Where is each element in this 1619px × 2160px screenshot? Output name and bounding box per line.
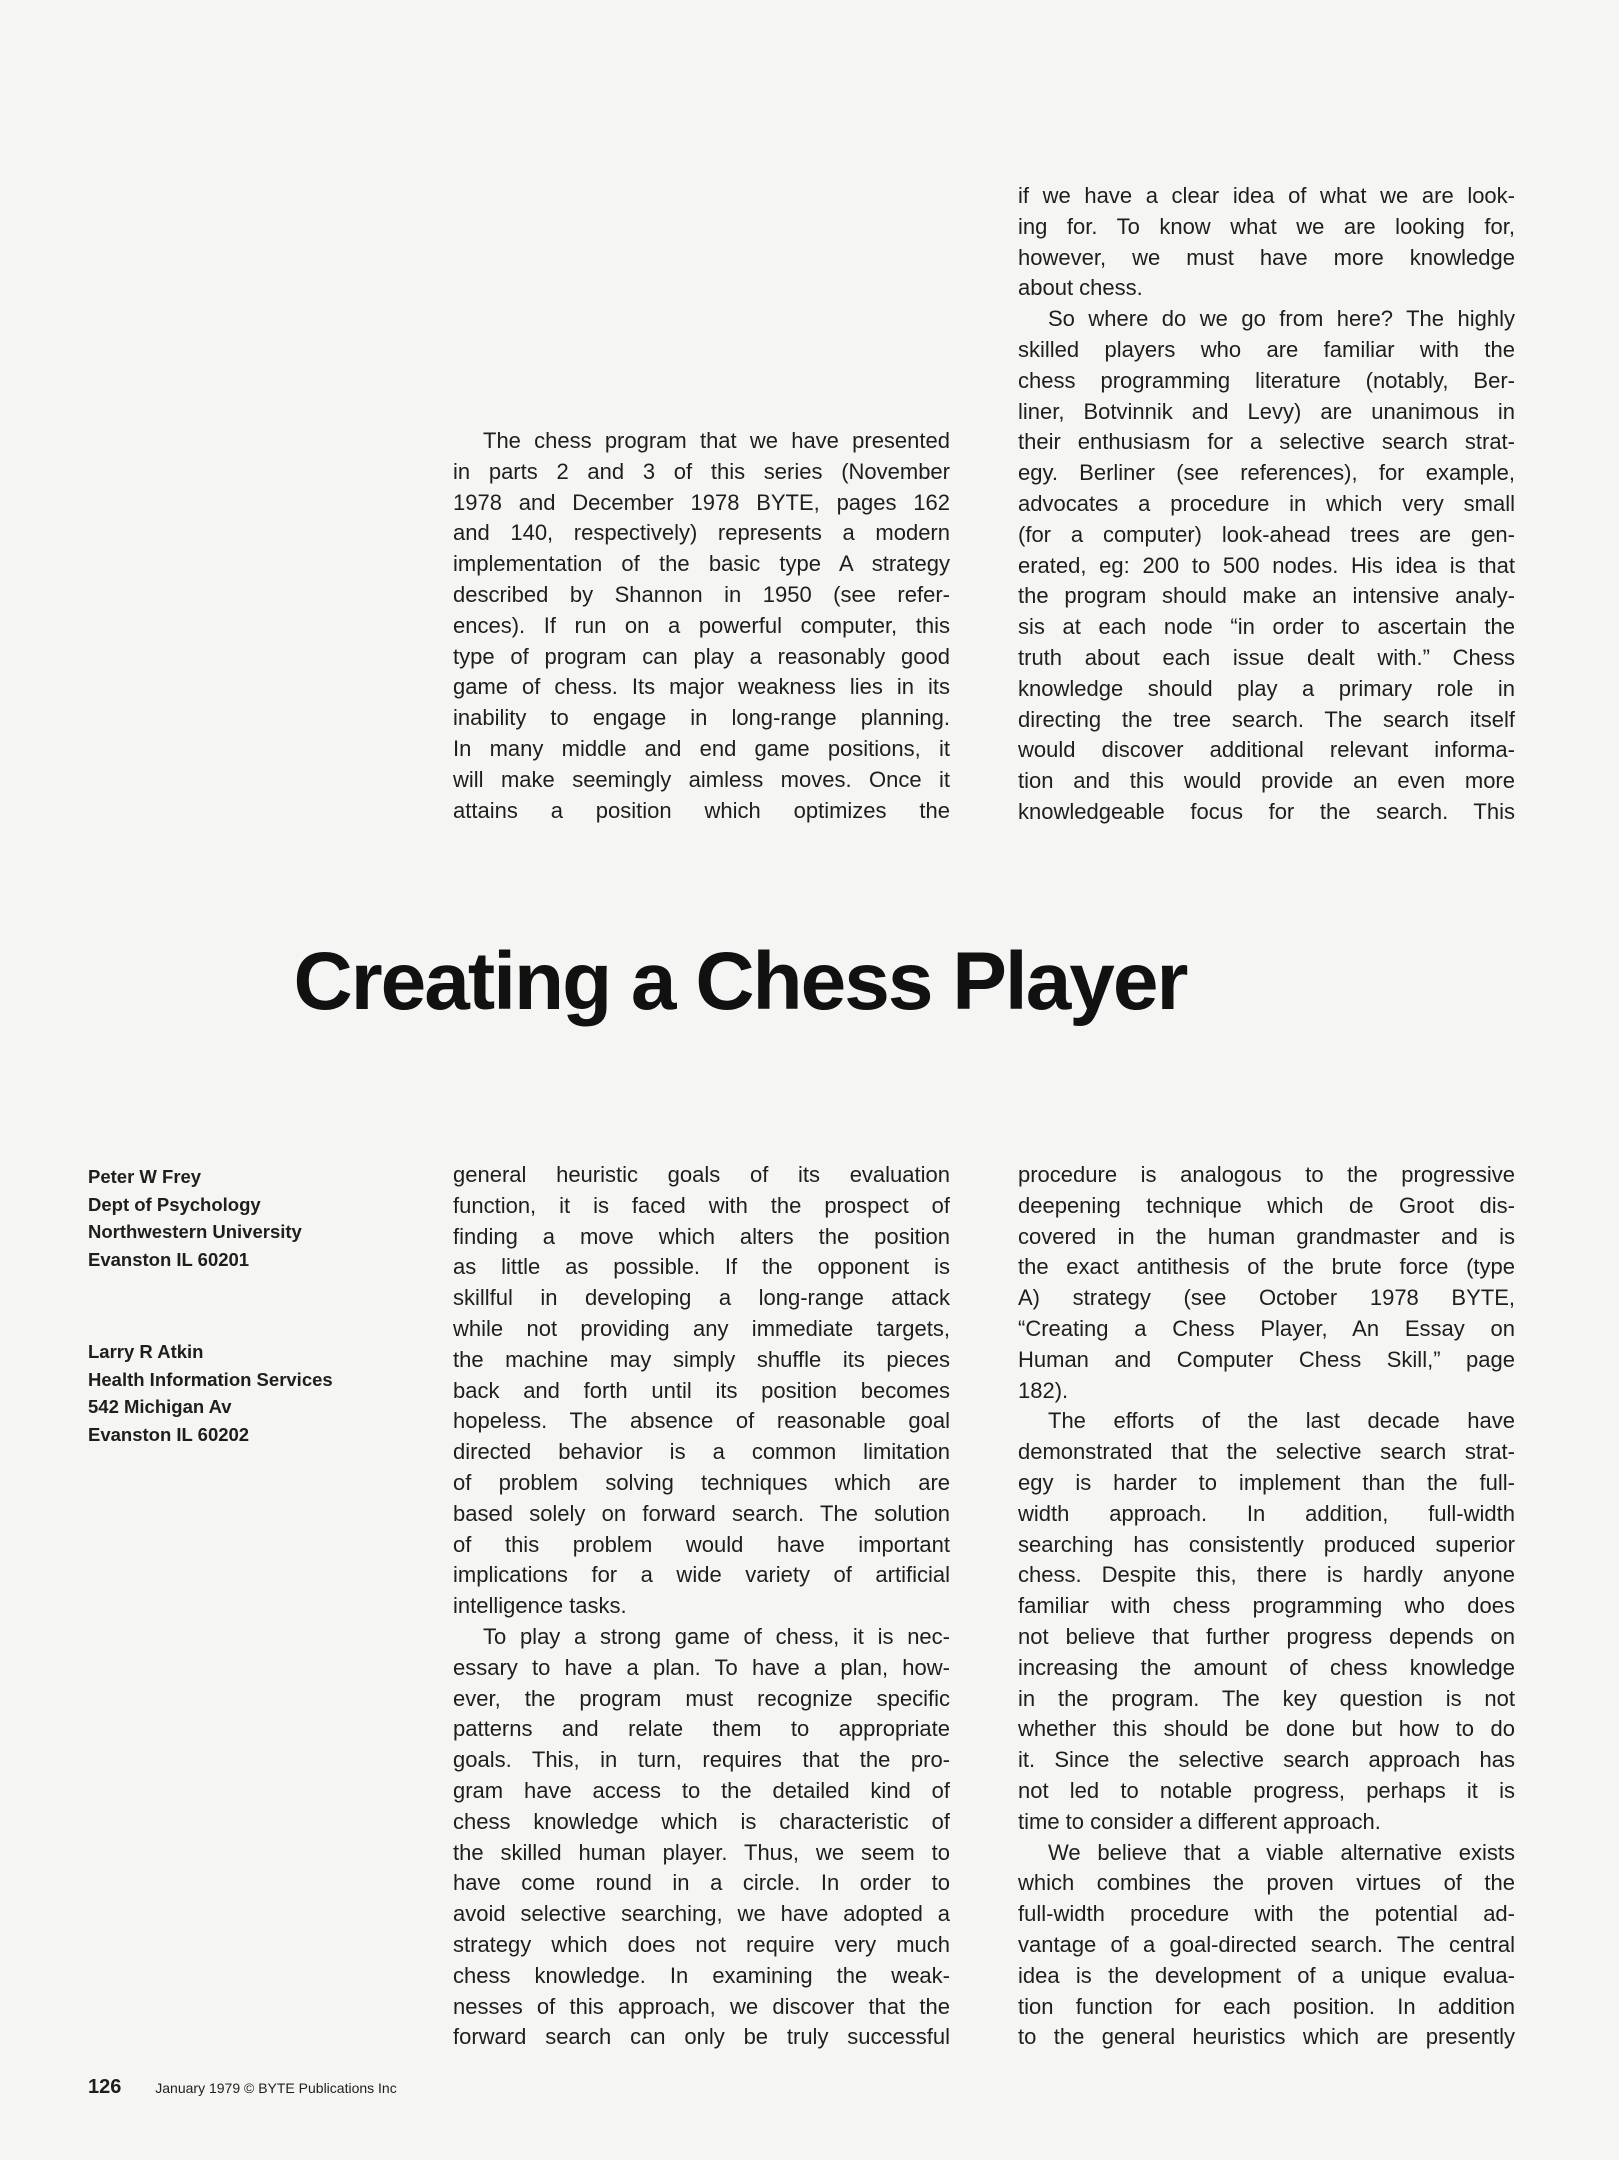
text-line: advocates a procedure in which very small	[1018, 490, 1515, 516]
page-number: 126	[88, 2076, 122, 2098]
text-line: not led to notable progress, perhaps it is	[1018, 1777, 1515, 1803]
author-block-atkin	[88, 1338, 333, 1448]
text-line: intelligence tasks.	[453, 1593, 627, 1619]
author-line: Larry R Atkin	[88, 1341, 204, 1362]
text-line: (for a computer) look-ahead trees are gen-	[1018, 521, 1515, 547]
author-line: Dept of Psychology	[88, 1193, 261, 1215]
text-line: The chess program that we have presented	[483, 428, 950, 453]
text-line: about chess.	[1018, 275, 1143, 301]
text-line: implementation of the basic type A strategy	[453, 551, 950, 577]
text-line: liner, Botvinnik and Levy) are unanimous in	[1018, 398, 1515, 424]
text-line: as little as possible. If the opponent is	[453, 1254, 950, 1280]
text-line: The efforts of the last decade have	[1048, 1408, 1515, 1434]
column-top-middle	[453, 426, 950, 826]
text-line: avoid selective searching, we have adopted a	[453, 1901, 950, 1927]
column-bottom-right	[1018, 1160, 1515, 2053]
text-line: sis at each node “in order to ascertain the	[1018, 614, 1515, 640]
text-line: chess. Despite this, there is hardly anyone	[1018, 1562, 1515, 1588]
text-line: vantage of a goal-directed search. The central	[1018, 1931, 1515, 1957]
text-line: skilled players who are familiar with the	[1018, 336, 1515, 362]
text-line: time to consider a different approach.	[1018, 1808, 1381, 1834]
text-line: strategy which does not require very much	[453, 1931, 950, 1957]
text-line: directed behavior is a common limitation	[453, 1439, 950, 1465]
author-block-frey	[88, 1163, 302, 1273]
text-line: A) strategy (see October 1978 BYTE,	[1018, 1285, 1515, 1311]
text-line: the machine may simply shuffle its pieces	[453, 1346, 950, 1372]
text-line: would discover additional relevant informa-	[1018, 737, 1515, 763]
text-line: width approach. In addition, full-width	[1018, 1500, 1515, 1526]
text-line: truth about each issue dealt with.” Chess	[1018, 644, 1515, 670]
text-line: So where do we go from here? The highly	[1048, 306, 1515, 332]
text-line: the exact antithesis of the brute force (type	[1018, 1254, 1515, 1280]
text-line: increasing the amount of chess knowledge	[1018, 1654, 1515, 1680]
text-line: knowledgeable focus for the search. This	[1018, 798, 1515, 824]
column-top-right	[1018, 181, 1515, 828]
page-footer	[88, 2076, 397, 2099]
text-line: chess programming literature (notably, Ber-	[1018, 367, 1515, 393]
text-line: knowledge should play a primary role in	[1018, 675, 1515, 701]
text-line: type of program can play a reasonably good	[453, 643, 950, 669]
text-line: will make seemingly aimless moves. Once it	[453, 766, 950, 792]
text-line: To play a strong game of chess, it is nec-	[483, 1623, 950, 1649]
text-line: the skilled human player. Thus, we seem to	[453, 1839, 950, 1865]
text-line: demonstrated that the selective search strat-	[1018, 1439, 1515, 1465]
author-line: 542 Michigan Av	[88, 1396, 232, 1417]
text-line: it. Since the selective search approach has	[1018, 1747, 1515, 1773]
author-line: Evanston IL 60201	[88, 1248, 250, 1270]
text-line: erated, eg: 200 to 500 nodes. His idea is that	[1018, 552, 1515, 578]
text-line: and 140, respectively) represents a modern	[453, 520, 950, 546]
text-line: gram have access to the detailed kind of	[453, 1777, 950, 1803]
text-line: familiar with chess programming who does	[1018, 1593, 1515, 1619]
text-line: whether this should be done but how to do	[1018, 1716, 1515, 1742]
author-line: Evanston IL 60202	[88, 1423, 250, 1445]
text-line: ences). If run on a powerful computer, this	[453, 612, 950, 638]
text-line: searching has consistently produced superior	[1018, 1531, 1515, 1557]
text-line: idea is the development of a unique evalua-	[1018, 1962, 1515, 1988]
text-line: attains a position which optimizes the	[453, 797, 950, 823]
text-line: “Creating a Chess Player, An Essay on	[1018, 1315, 1515, 1341]
text-line: function, it is faced with the prospect of	[453, 1192, 950, 1218]
text-line: We believe that a viable alternative exists	[1048, 1839, 1515, 1865]
text-line: in the program. The key question is not	[1018, 1685, 1515, 1711]
text-line: directing the tree search. The search itself	[1018, 706, 1515, 732]
text-line: described by Shannon in 1950 (see refer-	[453, 581, 950, 607]
text-line: which combines the proven virtues of the	[1018, 1870, 1515, 1896]
text-line: hopeless. The absence of reasonable goal	[453, 1408, 950, 1434]
author-line: Northwestern University	[88, 1221, 302, 1242]
text-line: nesses of this approach, we discover that the	[453, 1993, 950, 2019]
text-line: egy. Berliner (see references), for example,	[1018, 460, 1515, 486]
text-line: covered in the human grandmaster and is	[1018, 1223, 1515, 1249]
author-line: Health Information Services	[88, 1368, 333, 1390]
text-line: chess knowledge which is characteristic of	[453, 1808, 950, 1834]
text-line: Human and Computer Chess Skill,” page	[1018, 1346, 1515, 1372]
text-line: egy is harder to implement than the full-	[1018, 1469, 1515, 1495]
text-line: 182).	[1018, 1377, 1069, 1403]
text-line: while not providing any immediate targets,	[453, 1315, 950, 1341]
text-line: deepening technique which de Groot dis-	[1018, 1192, 1515, 1218]
text-line: not believe that further progress depends on	[1018, 1623, 1515, 1649]
text-line: essary to have a plan. To have a plan, how-	[453, 1654, 950, 1680]
text-line: tion and this would provide an even more	[1018, 768, 1515, 794]
text-line: ever, the program must recognize specific	[453, 1685, 950, 1711]
column-bottom-middle	[453, 1160, 950, 2053]
text-line: chess knowledge. In examining the weak-	[453, 1962, 950, 1988]
text-line: back and forth until its position becomes	[453, 1377, 950, 1403]
footer-credit: January 1979 © BYTE Publications Inc	[155, 2080, 397, 2096]
text-line: In many middle and end game positions, it	[453, 735, 950, 761]
text-line: their enthusiasm for a selective search strat-	[1018, 429, 1515, 455]
text-line: to the general heuristics which are presently	[1018, 2024, 1515, 2050]
text-line: skillful in developing a long-range attack	[453, 1285, 950, 1311]
text-line: in parts 2 and 3 of this series (November	[453, 458, 950, 484]
text-line: however, we must have more knowledge	[1018, 244, 1515, 270]
text-line: 1978 and December 1978 BYTE, pages 162	[453, 489, 950, 515]
text-line: forward search can only be truly successful	[453, 2024, 950, 2050]
text-line: game of chess. Its major weakness lies in its	[453, 674, 950, 700]
text-line: have come round in a circle. In order to	[453, 1870, 950, 1896]
text-line: if we have a clear idea of what we are look-	[1018, 183, 1515, 208]
text-line: of problem solving techniques which are	[453, 1469, 950, 1495]
text-line: based solely on forward search. The solution	[453, 1500, 950, 1526]
text-line: finding a move which alters the position	[453, 1223, 950, 1249]
text-line: inability to engage in long-range planning.	[453, 705, 950, 731]
text-line: ing for. To know what we are looking for,	[1018, 213, 1515, 239]
text-line: tion function for each position. In addition	[1018, 1993, 1515, 2019]
text-line: of this problem would have important	[453, 1531, 950, 1557]
text-line: goals. This, in turn, requires that the pro-	[453, 1747, 950, 1773]
text-line: patterns and relate them to appropriate	[453, 1716, 950, 1742]
author-line: Peter W Frey	[88, 1166, 202, 1187]
text-line: general heuristic goals of its evaluation	[453, 1162, 950, 1187]
article-title: Creating a Chess Player	[293, 936, 1187, 1027]
text-line: implications for a wide variety of artificial	[453, 1562, 950, 1588]
text-line: full-width procedure with the potential ad-	[1018, 1901, 1515, 1927]
text-line: procedure is analogous to the progressive	[1018, 1162, 1515, 1187]
text-line: the program should make an intensive analy-	[1018, 583, 1515, 609]
